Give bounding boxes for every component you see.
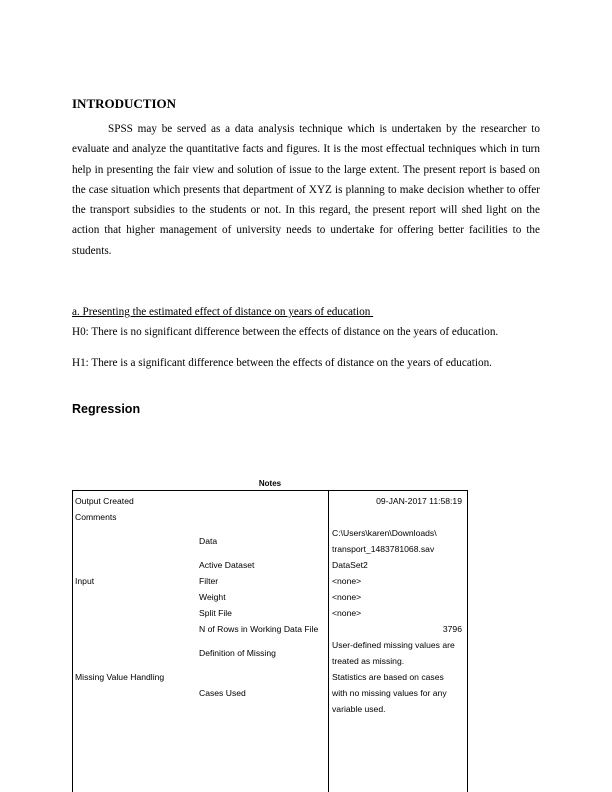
n-rows-label: N of Rows in Working Data File [199, 624, 319, 634]
weight-label: Weight [199, 592, 226, 602]
missing-value-handling-label: Missing Value Handling [75, 672, 165, 682]
cases-used-value-line3: variable used. [332, 704, 386, 714]
filter-value: <none> [332, 576, 362, 586]
introduction-paragraph: SPSS may be served as a data analysis technique which is undertaken by the researcher to evaluate and analyze the quantitative facts and figures. It is the most effectual techniques which in turn help in presenting the fair view and solution of issue to the large extent. The present report is based on the case situation which presents that department of XYZ is planning to make decision whether to offer the transport subsidies to the students or not. In this regard, the present report will shed light on the action that higher management of university needs to undertake for offering better facilities to the students. [72, 123, 540, 257]
active-dataset-value: DataSet2 [332, 560, 368, 570]
split-file-value: <none> [332, 608, 362, 618]
definition-value-line1: User-defined missing values are [332, 640, 455, 650]
data-value-line1: C:\Users\karen\Downloads\ [332, 528, 437, 538]
comments-label: Comments [75, 512, 117, 522]
input-label: Input [75, 576, 95, 586]
weight-value: <none> [332, 592, 362, 602]
data-value-line2: transport_1483781068.sav [332, 544, 435, 554]
n-rows-value: 3796 [442, 624, 462, 634]
output-created-value: 09-JAN-2017 11:58:19 [376, 496, 462, 506]
cases-used-value-line2: with no missing values for any [332, 688, 447, 698]
notes-table-divider [328, 490, 329, 792]
output-created-label: Output Created [75, 496, 134, 506]
cases-used-value-line1: Statistics are based on cases [332, 672, 444, 682]
filter-label: Filter [199, 576, 219, 586]
definition-of-missing-label: Definition of Missing [199, 648, 276, 658]
hypothesis-h1: H1: There is a significant difference between the effects of distance on the years of education. [72, 357, 492, 369]
introduction-heading: INTRODUCTION [72, 96, 177, 111]
active-dataset-label: Active Dataset [199, 560, 255, 570]
split-file-label: Split File [199, 608, 232, 618]
data-label: Data [199, 536, 218, 546]
section-a-title: a. Presenting the estimated effect of distance on years of education [72, 306, 374, 318]
definition-value-line2: treated as missing. [332, 656, 405, 666]
regression-heading: Regression [72, 402, 141, 416]
cases-used-label: Cases Used [199, 688, 246, 698]
hypothesis-h0: H0: There is no significant difference between the effects of distance on the years of education. [72, 326, 499, 338]
notes-table-title: Notes [258, 479, 282, 488]
